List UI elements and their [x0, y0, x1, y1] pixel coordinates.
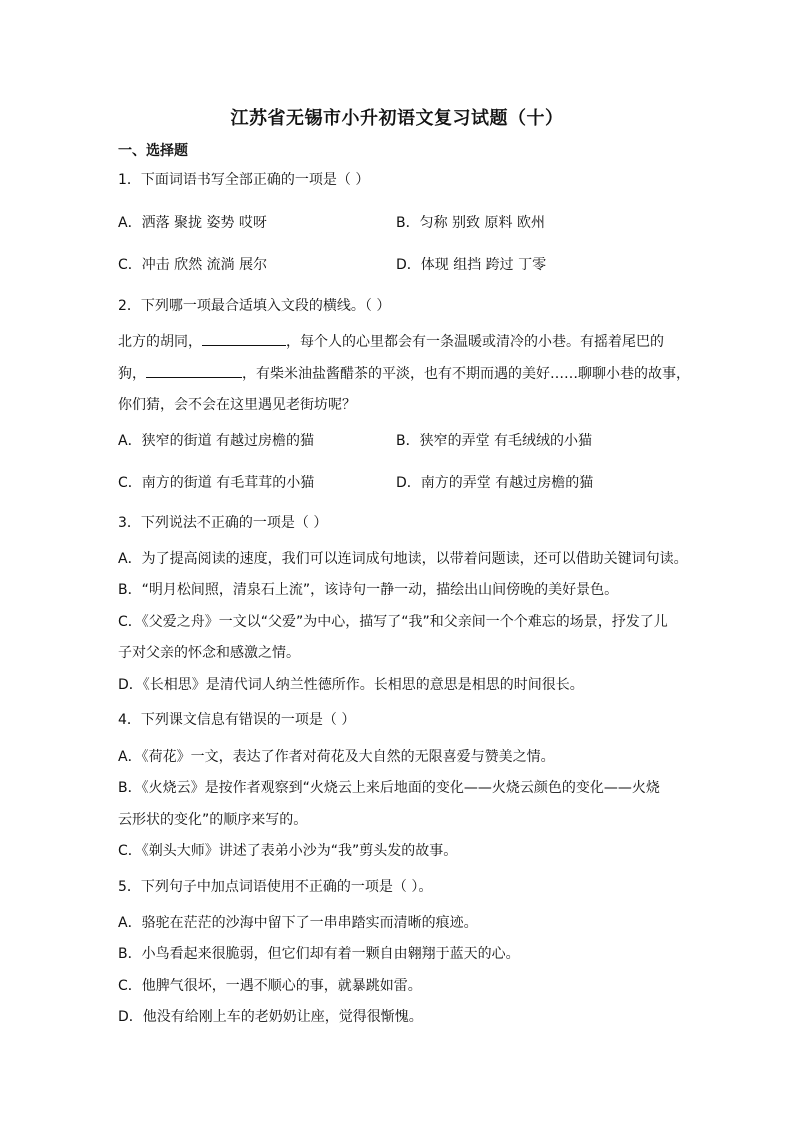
q2-option-d: D．南方的弄堂 有越过房檐的猫 — [396, 475, 594, 491]
q3-option-c-line1: C．《父爱之舟》一文以“父爱”为中心，描写了“我”和父亲间一个个难忘的场景，抒发了儿 — [118, 614, 668, 630]
q2-passage-text: 狗， — [118, 366, 146, 382]
q3-stem: 3．下列说法不正确的一项是（ ） — [118, 515, 328, 531]
page-title: 江苏省无锡市小升初语文复习试题（十） — [230, 108, 564, 129]
q3-option-a: A．为了提高阅读的速度，我们可以连词成句地读，以带着问题读，还可以借助关键词句读。 — [118, 551, 688, 567]
q4-stem: 4．下列课文信息有错误的一项是（ ） — [118, 712, 356, 728]
q2-passage-text: ，每个人的心里都会有一条温暖或清冷的小巷。有摇着尾巴的 — [286, 334, 664, 350]
q1-option-d: D．体现 组挡 跨过 丁零 — [396, 257, 547, 273]
q2-option-a: A．狭窄的街道 有越过房檐的猫 — [118, 433, 315, 449]
q2-passage-text: ，有柴米油盐酱醋茶的平淡，也有不期而遇的美好……聊聊小巷的故事， — [242, 366, 690, 382]
q1-option-b: B．匀称 别致 原料 欧州 — [396, 215, 545, 231]
q2-passage-line2 — [118, 363, 690, 384]
q4-option-b-line1: B．《火烧云》是按作者观察到“火烧云上来后地面的变化——火烧云颜色的变化——火烧 — [118, 780, 660, 796]
q2-option-b: B．狭窄的弄堂 有毛绒绒的小猫 — [396, 433, 593, 449]
q4-option-c: C．《剃头大师》讲述了表弟小沙为“我”剪头发的故事。 — [118, 843, 458, 859]
q5-option-a: A．骆驼在茫茫的沙海中留下了一串串踏实而清晰的痕迹。 — [118, 915, 478, 931]
q2-option-c: C．南方的街道 有毛茸茸的小猫 — [118, 475, 315, 491]
fill-blank-2 — [146, 363, 242, 378]
q1-option-c: C．冲击 欣然 流淌 展尔 — [118, 257, 268, 273]
q1-option-a: A．洒落 聚拢 姿势 哎呀 — [118, 215, 267, 231]
section-heading: 一、选择题 — [118, 143, 188, 159]
q2-stem: 2．下列哪一项最合适填入文段的横线。（ ） — [118, 298, 391, 314]
q5-stem: 5．下列句子中加点词语使用不正确的一项是（ ）。 — [118, 879, 433, 895]
q5-option-d: D．他没有给刚上车的老奶奶让座，觉得很惭愧。 — [118, 1009, 423, 1025]
q2-passage-text: 北方的胡同， — [118, 334, 202, 350]
q3-option-c-line2: 子对父亲的怀念和感激之情。 — [118, 645, 300, 661]
q4-option-b-line2: 云形状的变化”的顺序来写的。 — [118, 812, 308, 828]
q2-passage-line3: 你们猜，会不会在这里遇见老街坊呢？ — [118, 397, 356, 413]
fill-blank-1 — [202, 331, 286, 346]
q5-option-b: B．小鸟看起来很脆弱，但它们却有着一颗自由翱翔于蓝天的心。 — [118, 946, 520, 962]
q2-passage-line1 — [118, 331, 664, 352]
q1-stem: 1．下面词语书写全部正确的一项是（ ） — [118, 172, 370, 188]
q4-option-a: A．《荷花》一文，表达了作者对荷花及大自然的无限喜爱与赞美之情。 — [118, 749, 555, 765]
q3-option-b: B．“明月松间照，清泉石上流”，该诗句一静一动，描绘出山间傍晚的美好景色。 — [118, 582, 619, 598]
q3-option-d: D．《长相思》是清代词人纳兰性德所作。长相思的意思是相思的时间很长。 — [118, 677, 584, 693]
q5-option-c: C．他脾气很坏，一遇不顺心的事，就暴跳如雷。 — [118, 978, 422, 994]
